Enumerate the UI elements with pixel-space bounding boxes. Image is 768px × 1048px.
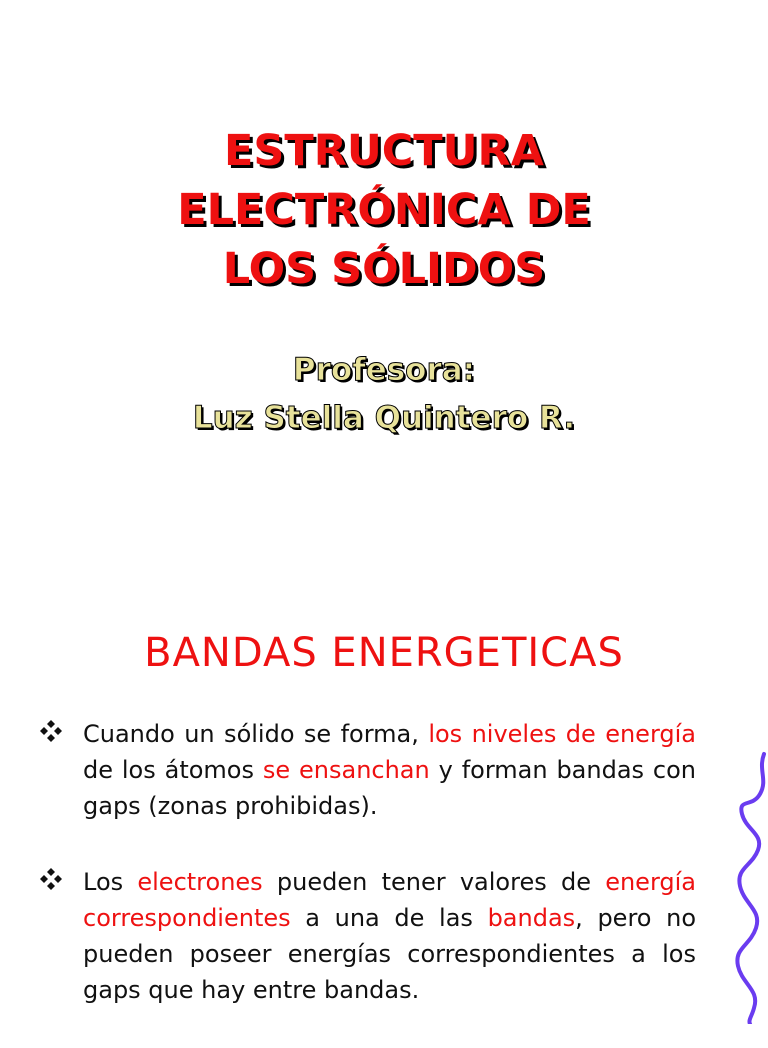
title-line-3: LOS SÓLIDOS	[222, 244, 546, 294]
highlight-segment: los niveles de energía	[428, 720, 696, 748]
bullet-item-1	[40, 716, 696, 824]
slide-title	[0, 122, 768, 299]
author-role: Profesora:	[292, 352, 476, 388]
bullet-item-2	[40, 864, 696, 1008]
squiggle-line-icon	[730, 750, 768, 1024]
author-block	[0, 346, 768, 442]
text-segment: y forman bandas con gaps (zonas prohibidas).	[83, 756, 697, 820]
text-segment: de los átomos	[83, 756, 263, 784]
highlight-segment: electrones	[137, 868, 263, 896]
bands-slide	[0, 610, 768, 1024]
author-name: Luz Stella Quintero R.	[192, 400, 576, 436]
text-segment: pueden tener valores de	[262, 868, 606, 896]
bullet-list	[40, 716, 696, 1048]
text-segment: Los	[83, 868, 138, 896]
text-segment: , pero no pueden poseer energías correspondientes a los gaps que hay entre bandas.	[83, 904, 697, 1004]
highlight-segment: bandas	[487, 904, 576, 932]
highlight-segment: se ensanchan	[262, 756, 430, 784]
text-segment: a una de las	[290, 904, 488, 932]
bands-title: BANDAS ENERGETICAS	[144, 630, 624, 676]
title-line-1: ESTRUCTURA	[224, 126, 544, 176]
bullet-text-2	[83, 864, 696, 1008]
text-segment: Cuando un sólido se forma,	[83, 720, 429, 748]
bullet-text-1	[83, 716, 696, 824]
four-diamond-bullet-icon	[40, 868, 62, 890]
title-line-2: ELECTRÓNICA DE	[177, 185, 591, 235]
highlight-segment: energía correspondientes	[83, 868, 696, 932]
four-diamond-bullet-icon	[40, 720, 62, 742]
